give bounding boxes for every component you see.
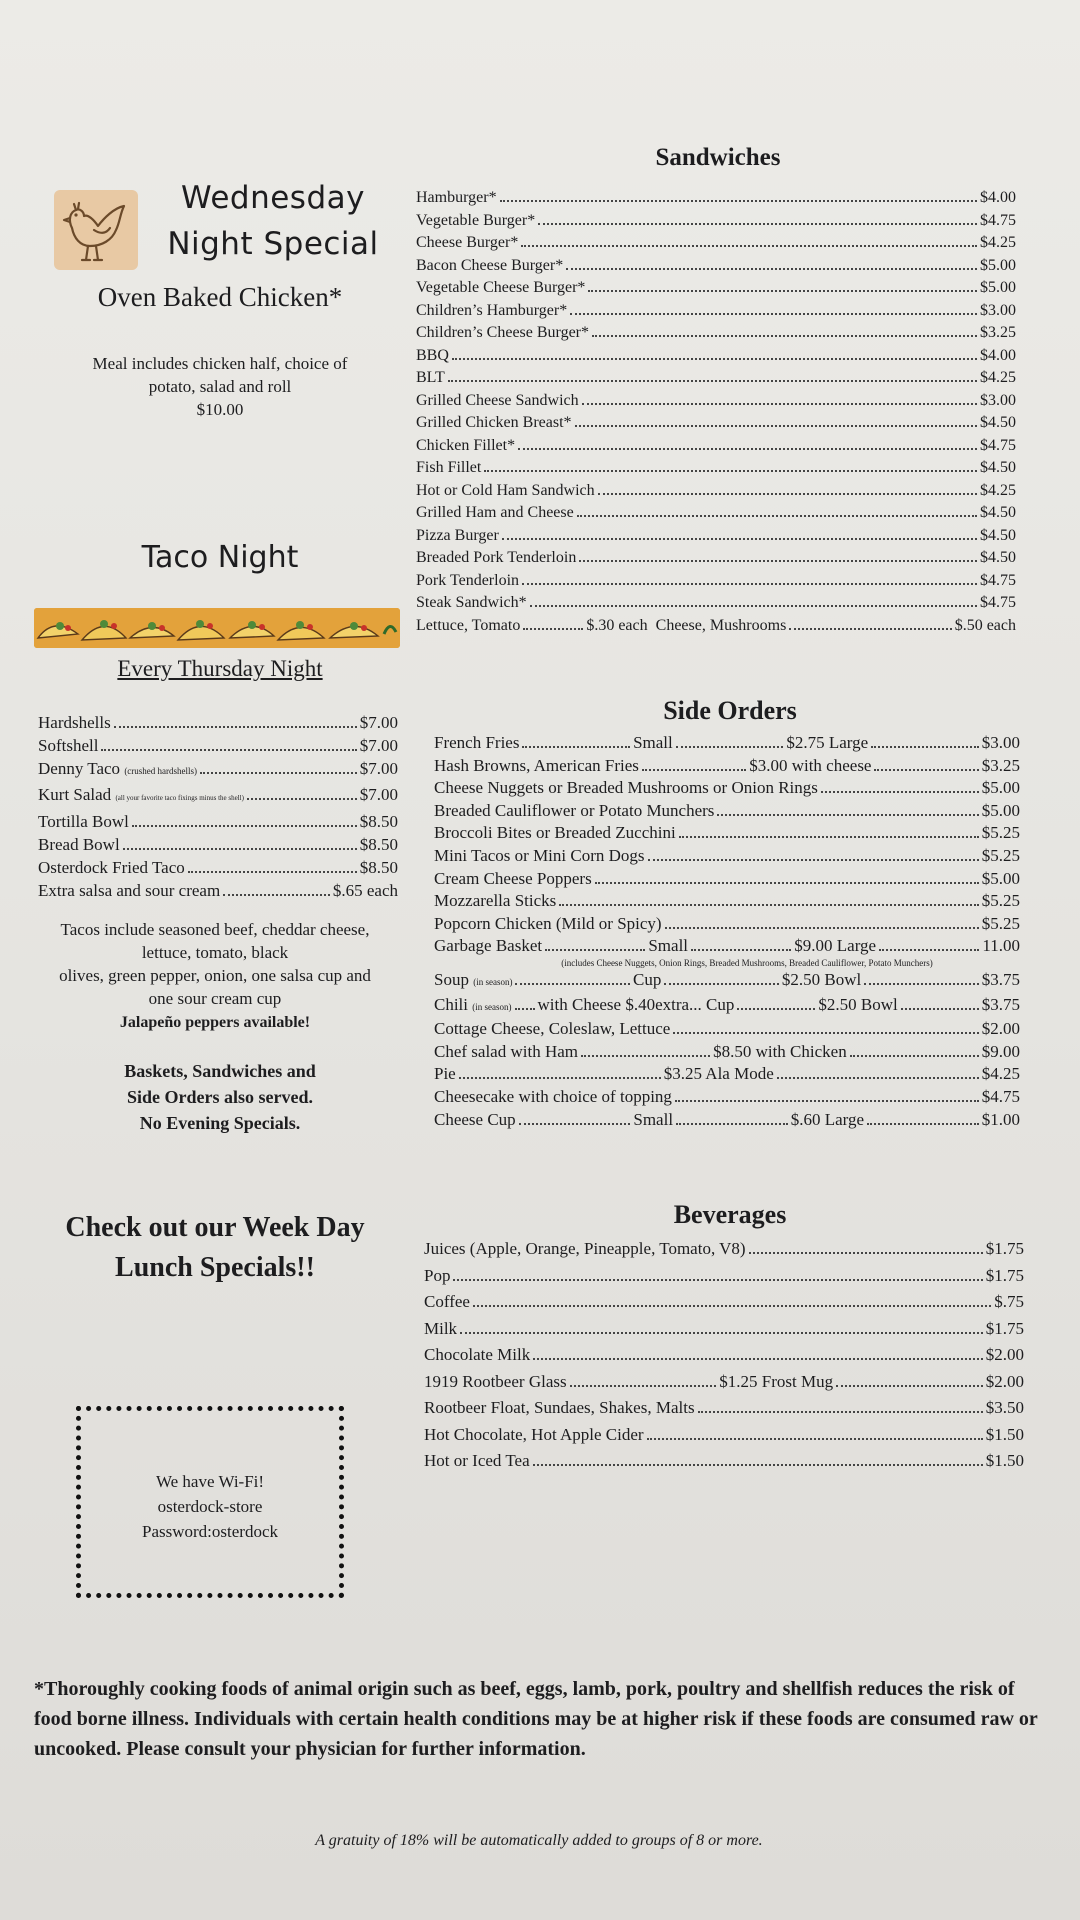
- list-item: [416, 232, 1016, 255]
- item-price: $1.00: [981, 1109, 1021, 1129]
- item-name: Cream Cheese Poppers: [434, 868, 592, 888]
- list-item: [416, 210, 1016, 233]
- item-name: Juices (Apple, Orange, Pineapple, Tomato, V8): [424, 1239, 746, 1258]
- item-name: Grilled Chicken Breast*: [416, 414, 572, 431]
- every-thursday-heading: Every Thursday Night: [117, 656, 323, 681]
- item-name: Osterdock Fried Taco: [38, 858, 185, 877]
- item-price: $4.75: [980, 594, 1016, 611]
- list-item: [434, 845, 1020, 868]
- list-item: [416, 412, 1016, 435]
- list-item: [424, 1342, 1024, 1369]
- item-price: $7.00: [359, 759, 398, 778]
- lunch-specials-callout: [20, 1208, 410, 1288]
- item-price: $8.50: [359, 812, 398, 831]
- item-mid2: $2.50 Bowl: [781, 969, 862, 989]
- list-item: [424, 1369, 1024, 1396]
- item-price: $3.75: [981, 994, 1020, 1014]
- item-name: BBQ: [416, 346, 449, 364]
- item-name: Kurt Salad: [38, 785, 112, 804]
- item-price: $4.50: [980, 414, 1016, 431]
- item-name: Cheese Nuggets or Breaded Mushrooms or Onion Rings: [434, 778, 818, 798]
- list-item: [434, 777, 1020, 800]
- item-price: $.65 each: [332, 881, 398, 900]
- item-mid: $3.25 Ala Mode: [663, 1064, 774, 1084]
- item-name: Softshell: [38, 736, 99, 755]
- item-name: Cheese Burger*: [416, 234, 519, 251]
- sandwiches-list: [416, 187, 1016, 637]
- wednesday-description: [40, 352, 400, 421]
- item-name: Chef salad with Ham: [434, 1041, 578, 1061]
- taco-desc-line: Tacos include seasoned beef, cheddar cheese,: [60, 920, 370, 939]
- item-price: $7.00: [359, 736, 398, 755]
- item-name: 1919 Rootbeer Glass: [424, 1371, 567, 1391]
- list-item: [424, 1316, 1024, 1343]
- list-item: [416, 525, 1016, 548]
- item-mid: Small: [633, 1109, 674, 1129]
- item-price: $5.00: [981, 868, 1020, 888]
- taco-desc-line: olives, green pepper, onion, one salsa cup and: [59, 966, 371, 985]
- list-item: [38, 833, 398, 856]
- sandwiches-title: Sandwiches: [655, 144, 781, 171]
- list-item: [38, 711, 398, 734]
- item-name: Steak Sandwich*: [416, 594, 527, 611]
- taco-desc-line: one sour cream cup: [148, 989, 282, 1008]
- item-name: Hot or Iced Tea: [424, 1451, 530, 1470]
- item-mid: $8.50 with Chicken: [713, 1041, 847, 1061]
- item-name: Popcorn Chicken (Mild or Spicy): [434, 913, 662, 933]
- item-name: Pork Tenderloin: [416, 571, 520, 589]
- checkout-line1: Check out our Week Day: [65, 1212, 365, 1243]
- item-price: $3.75: [981, 969, 1020, 989]
- item-price: $5.00: [980, 279, 1016, 296]
- list-item: [38, 734, 398, 757]
- item-name: Cheesecake with choice of topping: [434, 1086, 672, 1106]
- list-item: [434, 935, 1020, 958]
- list-item: [416, 592, 1016, 615]
- item-mid2: $.60 Large: [790, 1109, 865, 1129]
- item-price: $4.50: [980, 504, 1016, 521]
- wednesday-desc-line1: Meal includes chicken half, choice of: [92, 354, 348, 373]
- item-price: $3.00: [980, 301, 1016, 319]
- item-price: $3.25: [981, 755, 1021, 775]
- wednesday-title: [148, 175, 398, 267]
- item-mid2: $2.50 Bowl: [818, 994, 898, 1014]
- sandwich-extras: [416, 615, 1016, 638]
- item-price: $1.50: [985, 1424, 1024, 1444]
- wifi-network-name: osterdock-store: [157, 1497, 263, 1516]
- item-price: $2.00: [981, 1019, 1020, 1039]
- item-mid2: $2.75 Large: [786, 733, 869, 752]
- item-price: $5.25: [981, 913, 1020, 933]
- item-mid: Cup: [633, 969, 662, 989]
- item-price: $4.75: [980, 436, 1016, 454]
- item-name: Chicken Fillet*: [416, 436, 516, 454]
- item-note: (all your favorite taco fixings minus the shell): [115, 794, 244, 802]
- item-price: $7.00: [359, 785, 398, 804]
- wifi-line1: We have Wi-Fi!: [155, 1472, 265, 1491]
- list-item: [434, 1018, 1020, 1041]
- item-price: $.75: [994, 1292, 1024, 1311]
- item-price: $4.25: [981, 1064, 1021, 1084]
- list-item: [416, 300, 1016, 323]
- item-price: $3.50: [985, 1398, 1024, 1417]
- wednesday-price: $10.00: [196, 400, 244, 419]
- list-item: [416, 345, 1016, 368]
- list-item: [434, 1086, 1020, 1109]
- item-note: (in season): [472, 1001, 512, 1012]
- list-item: [424, 1395, 1024, 1422]
- item-price: $4.50: [980, 526, 1016, 544]
- extras-left: Lettuce, Tomato: [416, 616, 521, 634]
- list-item: [434, 1063, 1020, 1086]
- beverages-title: Beverages: [673, 1200, 787, 1229]
- item-name: Soup: [434, 969, 469, 989]
- item-note: (in season): [473, 976, 513, 987]
- item-price: $4.50: [980, 549, 1016, 566]
- item-price: $8.50: [359, 858, 398, 877]
- item-price: $5.25: [981, 891, 1020, 911]
- item-name: Chocolate Milk: [424, 1345, 531, 1364]
- item-name: Cottage Cheese, Coleslaw, Lettuce: [434, 1019, 671, 1039]
- side-orders-list: [434, 732, 1020, 1131]
- list-item: [416, 435, 1016, 458]
- item-price: $4.75: [980, 211, 1016, 229]
- list-item: [416, 390, 1016, 413]
- list-item: [38, 856, 398, 879]
- item-price: $1.50: [985, 1451, 1024, 1470]
- taco-desc-line: lettuce, tomato, black: [141, 943, 289, 962]
- item-name: Milk: [424, 1318, 458, 1338]
- item-price: $7.00: [359, 713, 398, 732]
- list-item: [38, 783, 398, 810]
- list-item: [434, 994, 1020, 1019]
- item-name: Hamburger*: [416, 189, 497, 206]
- list-item: [416, 547, 1016, 570]
- list-item: [38, 757, 398, 783]
- baskets-line: No Evening Specials.: [139, 1113, 301, 1133]
- list-item: [416, 367, 1016, 390]
- list-item: [416, 277, 1016, 300]
- baskets-line: Side Orders also served.: [127, 1087, 313, 1107]
- item-price: $2.00: [985, 1371, 1025, 1391]
- item-price: $5.00: [981, 778, 1020, 798]
- item-price: $1.75: [985, 1318, 1024, 1338]
- item-name: Chili: [434, 994, 469, 1014]
- list-item: [434, 822, 1020, 845]
- item-mid: Small: [648, 936, 689, 956]
- item-name: Hardshells: [38, 713, 111, 732]
- item-name: Children’s Cheese Burger*: [416, 324, 590, 341]
- list-item: [416, 480, 1016, 503]
- jalapeno-note: Jalapeño peppers available!: [119, 1014, 311, 1031]
- item-name: Breaded Cauliflower or Potato Munchers: [434, 800, 715, 820]
- item-name: Broccoli Bites or Breaded Zucchini: [434, 823, 676, 843]
- item-name: Hash Browns, American Fries: [434, 755, 639, 775]
- extras-right-price: $.50 each: [954, 616, 1016, 634]
- item-mid: with Cheese $.40extra... Cup: [537, 994, 735, 1014]
- item-name: Coffee: [424, 1292, 470, 1311]
- item-price: $4.25: [980, 369, 1016, 386]
- list-item: [434, 800, 1020, 823]
- list-item: [416, 502, 1016, 525]
- item-name: French Fries: [434, 733, 520, 752]
- taco-night-title: Taco Night: [141, 540, 299, 575]
- item-name: Tortilla Bowl: [38, 812, 129, 831]
- item-name: Breaded Pork Tenderloin: [416, 549, 577, 566]
- list-item: [434, 868, 1020, 891]
- item-price: $4.75: [981, 1086, 1020, 1106]
- item-price: $8.50: [359, 835, 398, 854]
- item-name: Vegetable Cheese Burger*: [416, 279, 586, 296]
- list-item: [434, 732, 1020, 755]
- extras-right: Cheese, Mushrooms: [655, 616, 787, 634]
- item-price: $1.75: [985, 1239, 1024, 1258]
- item-price: $4.75: [980, 571, 1016, 589]
- item-mid: $1.25 Frost Mug: [719, 1371, 834, 1391]
- item-name: Bread Bowl: [38, 835, 120, 854]
- item-price: $1.75: [985, 1265, 1024, 1285]
- item-name: Mini Tacos or Mini Corn Dogs: [434, 845, 645, 865]
- list-item: [416, 322, 1016, 345]
- list-item: [434, 913, 1020, 936]
- wednesday-title-line1: Wednesday: [181, 180, 365, 216]
- list-item: [416, 457, 1016, 480]
- chicken-icon: [54, 190, 138, 270]
- baskets-note: [40, 1058, 400, 1136]
- item-name: Pop: [424, 1265, 451, 1285]
- item-mid: Small: [633, 733, 673, 752]
- list-item: [416, 255, 1016, 278]
- list-item: [434, 969, 1020, 994]
- item-name: Bacon Cheese Burger*: [416, 256, 564, 274]
- item-price: $5.00: [980, 256, 1016, 274]
- item-name: Grilled Cheese Sandwich: [416, 391, 579, 409]
- baskets-line: Baskets, Sandwiches and: [124, 1061, 316, 1081]
- item-name: Extra salsa and sour cream: [38, 881, 221, 900]
- item-price: $4.50: [980, 459, 1016, 476]
- list-item: [434, 755, 1020, 778]
- list-item: [38, 879, 398, 902]
- list-item: [424, 1263, 1024, 1290]
- item-price: $2.00: [985, 1345, 1024, 1364]
- wednesday-desc-line2: potato, salad and roll: [148, 377, 292, 396]
- item-name: Hot or Cold Ham Sandwich: [416, 481, 595, 499]
- list-item: [434, 1109, 1020, 1132]
- item-price: $9.00: [981, 1041, 1021, 1061]
- item-price: $4.00: [980, 346, 1016, 364]
- item-price: $3.25: [980, 324, 1016, 341]
- item-price: 11.00: [982, 936, 1020, 956]
- item-price: $5.00: [981, 800, 1020, 820]
- item-price: $4.00: [980, 189, 1016, 206]
- item-name: Denny Taco: [38, 759, 121, 778]
- garbage-basket-note: (includes Cheese Nuggets, Onion Rings, Breaded Mushrooms, Breaded Cauliflower, Potato Munchers): [561, 957, 933, 968]
- tacos-banner-icon: [34, 608, 400, 648]
- item-name: BLT: [416, 369, 445, 386]
- taco-description: [20, 918, 410, 1034]
- item-price: $5.25: [981, 845, 1020, 865]
- item-name: Children’s Hamburger*: [416, 301, 568, 319]
- gratuity-note: A gratuity of 18% will be automatically added to groups of 8 or more.: [315, 1832, 763, 1849]
- wednesday-subtitle: Oven Baked Chicken*: [97, 282, 343, 312]
- item-price: $3.00: [980, 391, 1016, 409]
- item-mid: $3.00 with cheese: [749, 755, 872, 775]
- wednesday-title-line2: Night Special: [167, 226, 379, 262]
- list-item: [424, 1422, 1024, 1449]
- list-item: [424, 1448, 1024, 1475]
- list-item: [38, 810, 398, 833]
- item-price: $5.25: [981, 823, 1020, 843]
- item-note: (crushed hardshells): [124, 766, 198, 776]
- side-orders-title: Side Orders: [663, 696, 797, 725]
- item-name: Hot Chocolate, Hot Apple Cider: [424, 1424, 644, 1444]
- list-item: [416, 570, 1016, 593]
- item-name: Pizza Burger: [416, 526, 499, 544]
- list-item: [424, 1236, 1024, 1263]
- list-item: [434, 1041, 1020, 1064]
- item-price: $4.25: [980, 481, 1016, 499]
- wifi-password: Password:osterdock: [142, 1522, 278, 1541]
- item-price: $4.25: [980, 234, 1016, 251]
- food-safety-disclaimer: *Thoroughly cooking foods of animal origin such as beef, eggs, lamb, pork, poultry and shellfish reduces the risk of food borne illness. Individuals with certain health conditions may be at higher risk if these foods are consumed raw or uncooked. Please consult your physician for further information.: [34, 1678, 1038, 1760]
- item-mid2: $9.00 Large: [794, 936, 877, 956]
- item-name: Mozzarella Sticks: [434, 891, 557, 911]
- beverages-list: [424, 1236, 1024, 1475]
- item-name: Vegetable Burger*: [416, 211, 536, 229]
- item-name: Fish Fillet: [416, 459, 482, 476]
- list-item: [424, 1289, 1024, 1316]
- wifi-info-box: [76, 1406, 344, 1598]
- item-name: Pie: [434, 1064, 456, 1084]
- item-name: Cheese Cup: [434, 1109, 516, 1129]
- checkout-line2: Lunch Specials!!: [115, 1252, 315, 1283]
- item-name: Grilled Ham and Cheese: [416, 504, 574, 521]
- list-item: [434, 890, 1020, 913]
- item-price: $3.00: [981, 733, 1021, 752]
- extras-left-price: $.30 each: [586, 616, 648, 634]
- taco-menu-list: [38, 711, 398, 902]
- item-name: Rootbeer Float, Sundaes, Shakes, Malts: [424, 1398, 695, 1417]
- list-item: [416, 187, 1016, 210]
- item-name: Garbage Basket: [434, 936, 543, 956]
